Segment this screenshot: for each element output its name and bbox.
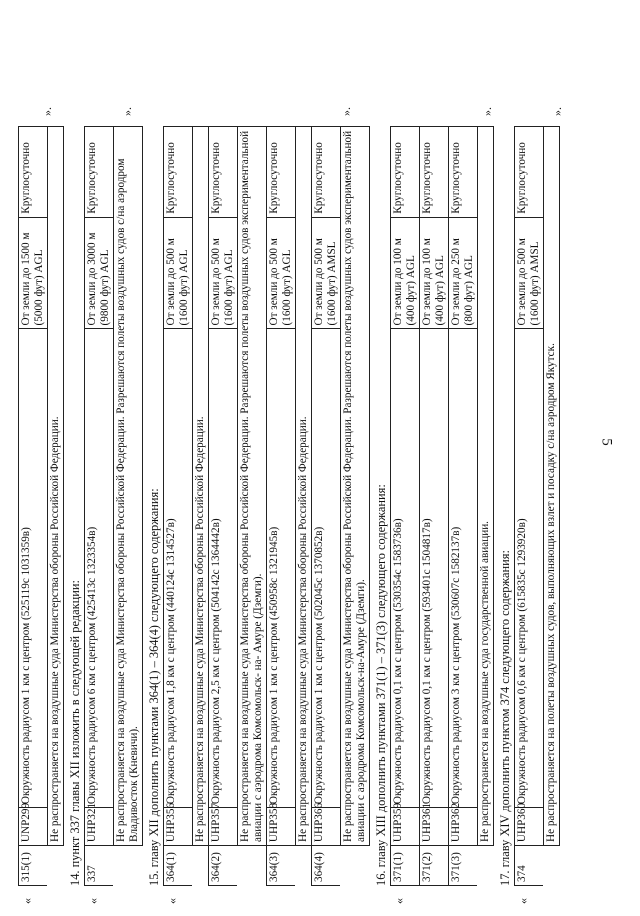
item-number: 364(3) [267,845,295,885]
zone-area: Окружность радиусом 1 км с центром (450958с 1321945в) [267,328,295,807]
zone-height: От земли до 500 м (1600 фут) AMSL [312,217,340,329]
item-number: 371(2) [420,845,448,885]
zone-height: От земли до 250 м (800 фут) AGL [449,217,477,329]
zone-code: UHP360 [515,807,543,845]
item-number: 364(4) [312,845,340,885]
zone-area: Окружность радиусом 0,6 км с центром (615835с 1293920в) [515,328,543,807]
zone-area: Окружность радиусом 2,5 км с центром (504142с 1364442в) [209,328,237,807]
page-number: 5 [598,438,615,446]
section-heading-16: 16. главу XIII дополнить пунктами 371(1) – 371(3) следующего содержания: [374,484,388,886]
zone-note: Не распространяется на воздушные суда государственной авиации. [477,126,494,846]
amendment-block-315-1 [18,26,64,904]
zone-time: Круглосуточно [516,142,528,214]
zone-code: UHP366 [312,807,340,845]
section-heading-17: 17. главу XIV дополнить пунктом 374 следующего содержания: [498,550,512,886]
zone-area: Окружность радиусом 6 км с центром (425413с 1323354в) [85,328,113,807]
table-row [18,126,47,886]
zone-time: Круглосуточно [165,142,177,214]
zone-height: От земли до 500 м (1600 фут) AMSL [515,217,543,329]
section-heading-15: 15. главу XII дополнить пунктами 364(1) – 364(4) следующего содержания: [147,488,161,886]
zone-code: UHP362 [449,807,477,845]
zone-height: От земли до 3000 м (9800 фут) AGL [85,217,113,329]
zone-code: UNP299 [19,807,47,845]
zone-note: Не распространяется на воздушные суда Министерства обороны Российской Федерации. Разрешаются полеты воздушных судов с/на аэродром Владивосток (Кневичи). [113,126,143,846]
item-number: 337 [85,845,113,885]
close-quote: ». [550,107,564,116]
item-number: 371(3) [449,845,477,885]
open-quote: « [20,898,34,904]
zone-note: Не распространяется на воздушные суда Министерства обороны Российской Федерации. Разрешаются полеты воздушных судов экспериментальной авиации с аэродрома Комсомольск- на- Амуре (Дземги). [237,126,266,846]
close-quote: ». [40,107,54,116]
zone-time: Круглосуточно [268,142,280,214]
zone-note: Не распространяется на воздушные суда Министерства обороны Российской Федерации. Разрешаются полеты воздушных судов экспериментальной авиации с аэродрома Комсомольск-на-Амуре (Дземги). [340,126,370,846]
document-body [18,26,564,904]
zone-time: Круглосуточно [20,142,32,214]
zone-code: UHP359 [391,807,419,845]
zone-height: От земли до 500 м (1600 фут) AGL [164,217,192,329]
zone-code: UHP356 [164,807,192,845]
amendment-block-364 [163,26,370,904]
zone-note: Не распространяется на воздушные суда Министерства обороны Российской Федерации. [47,126,64,846]
table-row [514,126,543,886]
zone-area: Окружность радиусом 1,8 км с центром (440124с 1314527в) [164,328,192,807]
table-row [84,126,113,886]
zone-time: Круглосуточно [392,142,404,214]
open-quote: « [165,898,179,904]
zone-height: От земли до 100 м (400 фут) AGL [420,217,448,329]
zone-height: От земли до 100 м (400 фут) AGL [391,217,419,329]
open-quote: « [516,898,530,904]
zone-note: Не распространяется на воздушные суда Министерства обороны Российской Федерации. [295,126,311,846]
zone-code: UHP358 [267,807,295,845]
section-heading-14: 14. пункт 337 главы XII изложить в следующей редакции: [68,580,82,886]
zone-height: От земли до 1500 м (5000 фут) AGL [19,217,47,329]
item-number: 364(1) [164,845,192,885]
zone-height: От земли до 500 м (1600 фут) AGL [267,217,295,329]
zone-note: Не распространяется на полеты воздушных судов, выполняющих взлет и посадку с/на аэродром Якутск. [543,126,560,846]
table-row [266,126,295,886]
zone-code: UHP361 [420,807,448,845]
item-number: 374 [515,845,543,885]
zone-note: Не распространяется на воздушные суда Министерства обороны Российской Федерации. [192,126,208,846]
close-quote: ». [480,107,494,116]
open-quote: « [86,898,100,904]
zone-code: UHP357 [209,807,237,845]
zone-area: Окружность радиусом 0,1 км с центром (593401с 1504817в) [420,328,448,807]
table-row [419,126,448,886]
zone-time: Круглосуточно [86,142,98,214]
zone-time: Круглосуточно [313,142,325,214]
item-number: 364(2) [209,845,237,885]
amendment-block-371 [390,26,494,904]
amendment-block-374 [514,26,564,904]
zone-area: Окружность радиусом 1 км с центром (525119с 1031359в) [19,328,47,807]
item-number: 315(1) [19,845,47,885]
zone-time: Круглосуточно [210,142,222,214]
open-quote: « [392,898,406,904]
zone-time: Круглосуточно [421,142,433,214]
close-quote: ». [339,107,353,116]
zone-area: Окружность радиусом 1 км с центром (502045с 1370852в) [312,328,340,807]
zone-area: Окружность радиусом 3 км с центром (530607с 1582137в) [449,328,477,807]
zone-area: Окружность радиусом 0,1 км с центром (530354с 1583736в) [391,328,419,807]
table-row [163,126,192,886]
table-row [448,126,477,886]
table-row [311,126,340,886]
table-row [208,126,237,886]
table-row [390,126,419,886]
amendment-block-337 [84,26,143,904]
item-number: 371(1) [391,845,419,885]
zone-time: Круглосуточно [450,142,462,214]
zone-height: От земли до 500 м (1600 фут) AGL [209,217,237,329]
zone-code: UHP321 [85,807,113,845]
close-quote: ». [120,107,134,116]
